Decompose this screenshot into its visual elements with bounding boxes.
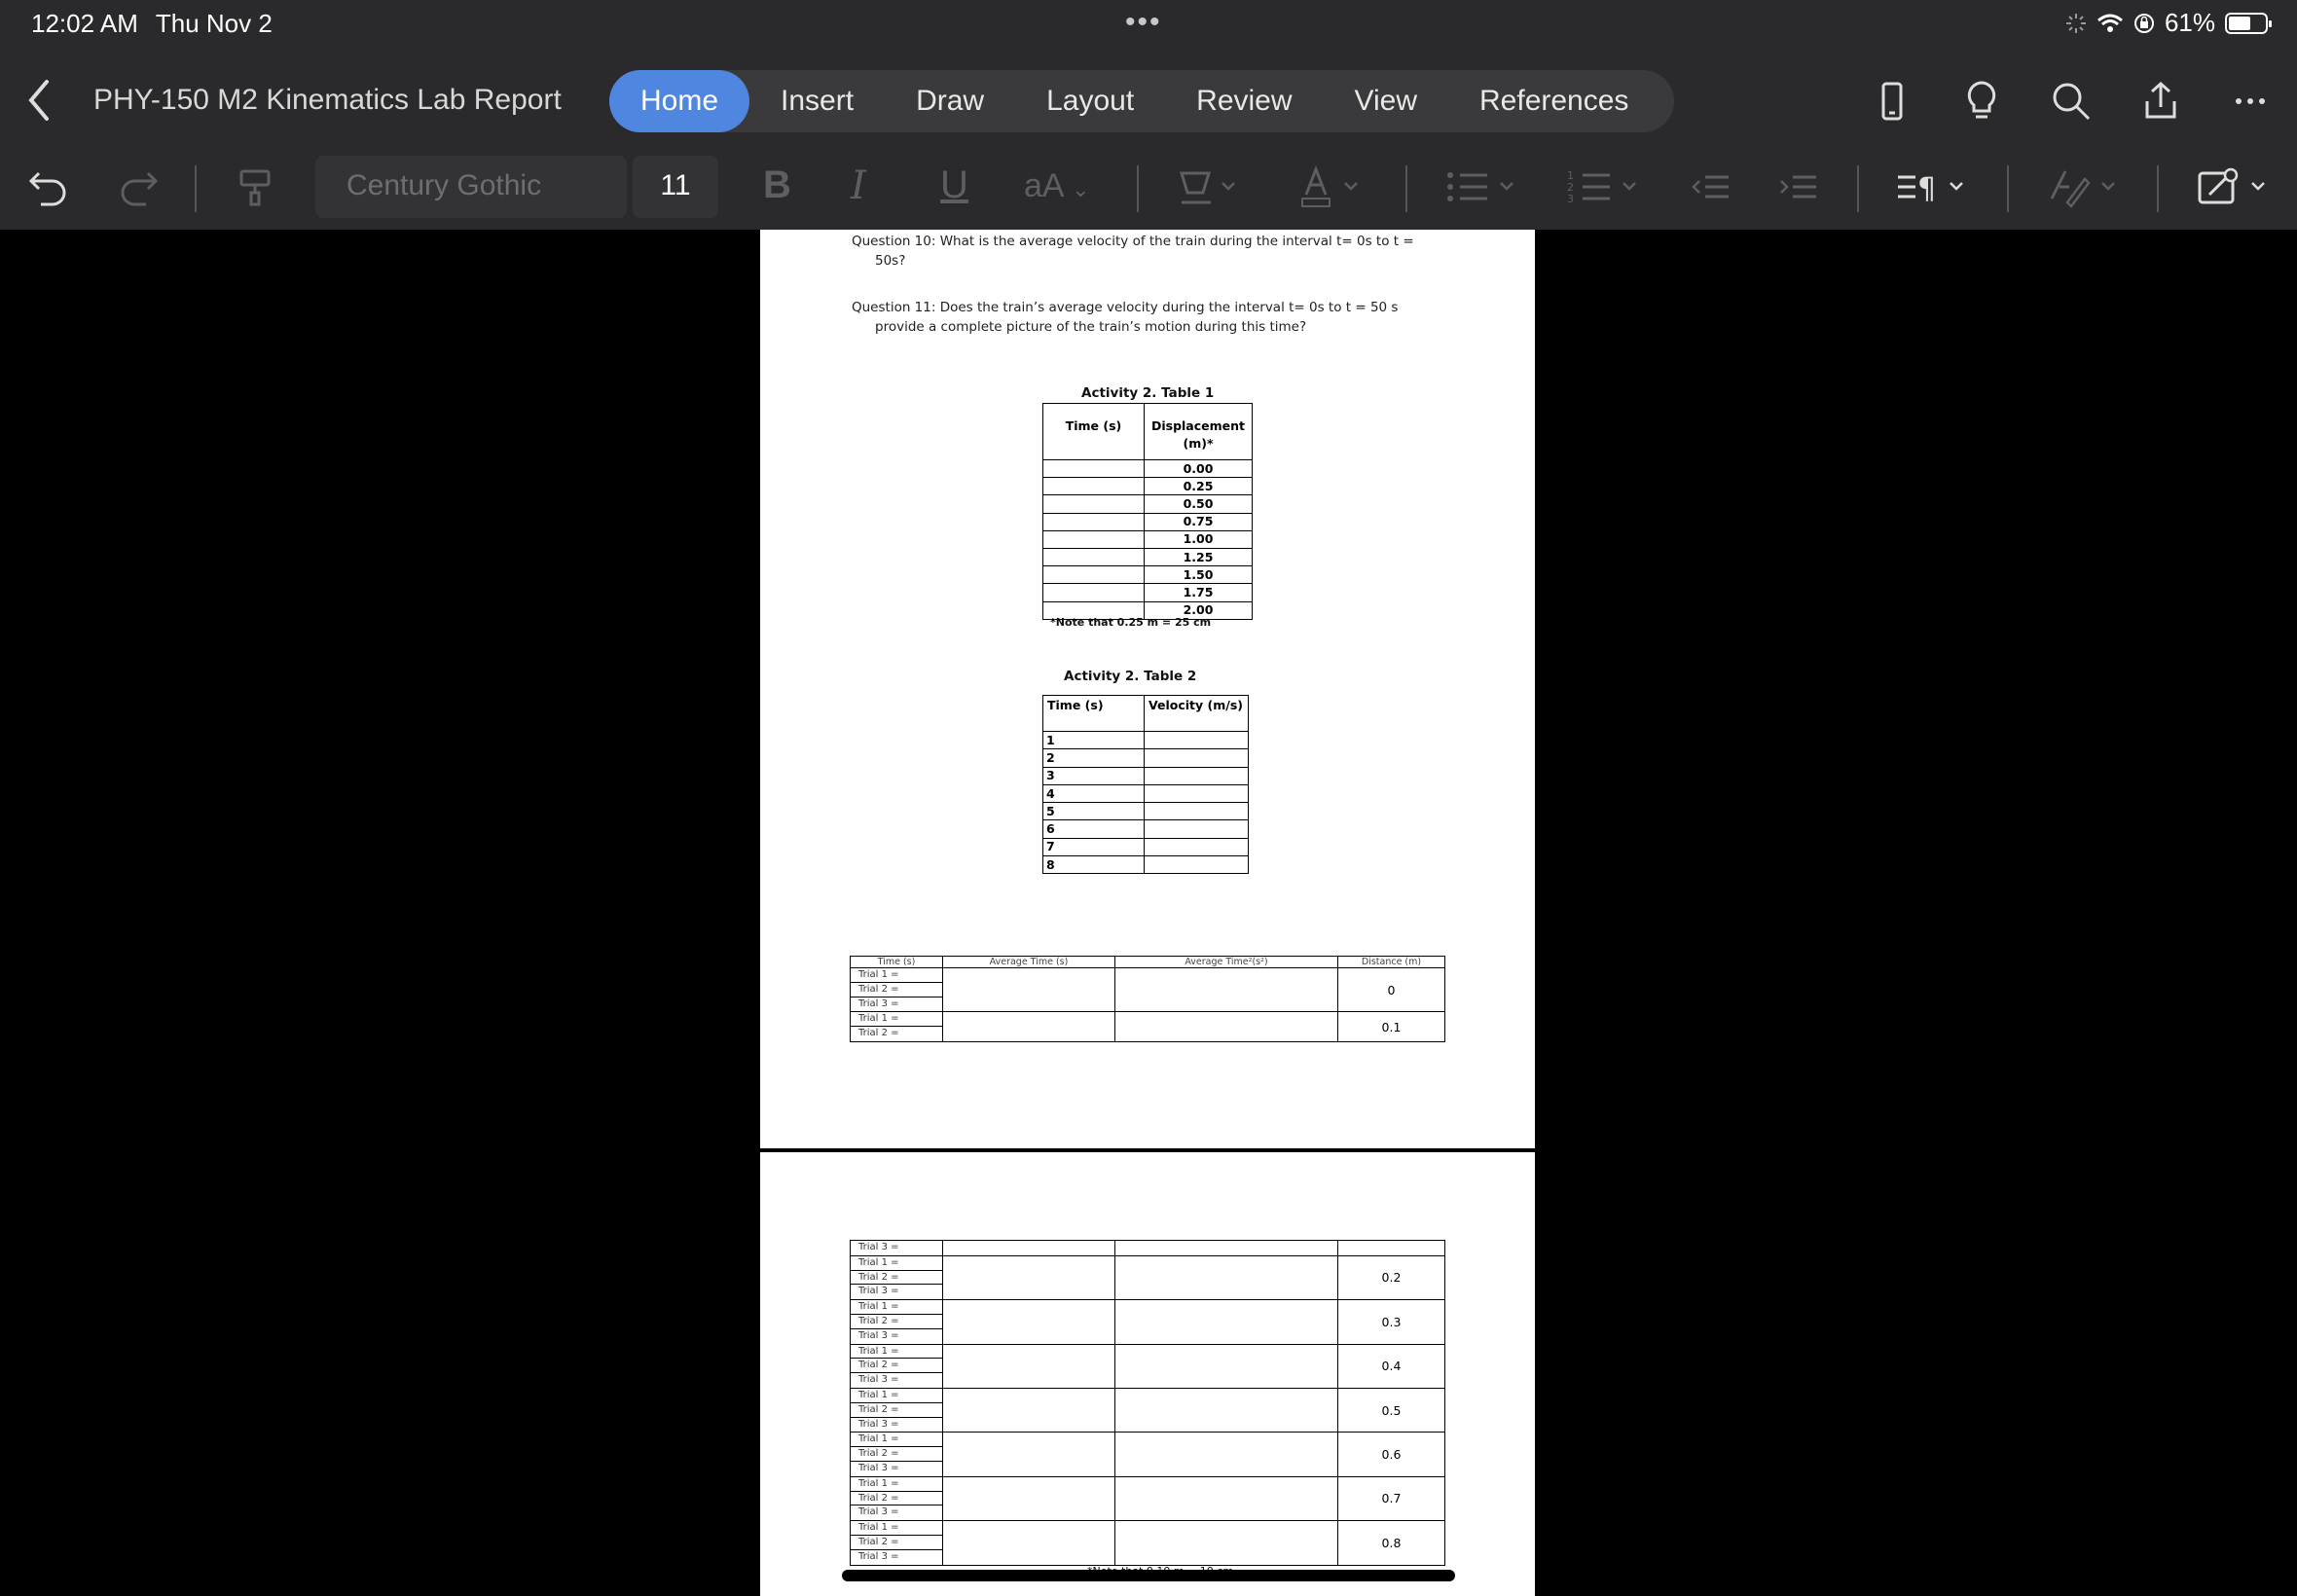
trial-label: Trial 2 = [858,1028,899,1039]
table-row [851,1255,1445,1299]
table-1-header-time: Time (s) [1043,404,1145,460]
table-row: 8 [1043,856,1249,874]
status-time: 12:02 AM Thu Nov 2 [31,9,273,38]
search-icon[interactable] [2048,78,2095,125]
svg-text:¶: ¶ [1917,172,1937,206]
trial-label: Trial 1 = [851,1256,942,1271]
title-bar [0,47,2297,156]
tab-view[interactable]: View [1354,85,1418,117]
table-row: 6 [1043,820,1249,838]
trials-header-distance: Distance (m) [1338,957,1445,968]
numbered-list-icon[interactable] [1567,163,1645,210]
distance-value: 0.1 [1338,1012,1445,1042]
table-row: 1.50 [1043,566,1253,584]
bold-icon[interactable]: B [763,163,791,206]
home-indicator[interactable] [842,1570,1455,1581]
table-2-header-time: Time (s) [1043,696,1145,732]
trial-label: Trial 2 = [851,1271,942,1286]
table-1-note: *Note that 0.25 m = 25 cm [1050,616,1212,629]
table-2-caption: Activity 2. Table 2 [1064,669,1197,684]
table-row [851,1012,1445,1042]
question-11 [852,298,1398,337]
trial-label: Trial 1 = [851,1300,942,1315]
trials-header-average-time-squared: Average Time²(s²) [1115,957,1338,968]
more-options-icon[interactable] [2227,78,2274,125]
distance-value: 0.8 [1338,1521,1445,1565]
question-10-line2: 50s? [875,253,906,269]
document-page-2[interactable] [760,1152,1535,1596]
font-size-picker[interactable]: 11 [633,156,718,218]
table-row: 2.00 [1043,601,1253,619]
table-2-header-velocity: Velocity (m/s) [1145,696,1249,732]
table-row: 0.50 [1043,495,1253,513]
mobile-view-icon[interactable] [1869,78,1915,125]
question-11-line1: Question 11: Does the train’s average velocity during the interval t= 0s to t = 50 s [852,300,1399,315]
tab-home[interactable]: Home [609,70,749,132]
loading-spinner-icon [2065,13,2087,34]
lightbulb-icon[interactable] [1958,78,2005,125]
table-row: 1 [1043,732,1249,749]
tab-layout[interactable]: Layout [1046,85,1135,117]
tab-insert[interactable]: Insert [781,85,855,117]
trial-label: Trial 3 = [858,1242,899,1252]
settings-brush-icon[interactable] [2196,163,2274,210]
trial-label: Trial 2 = [851,1492,942,1506]
toolbar-divider [1405,165,1407,212]
distance-value: 0.5 [1338,1388,1445,1432]
toolbar-divider [195,165,197,212]
editor-pen-icon[interactable] [2046,163,2124,210]
trial-label: Trial 1 = [851,1521,942,1536]
multitasking-dots-icon[interactable]: ••• [1125,6,1162,38]
table-row [851,1521,1445,1565]
table-row: 7 [1043,838,1249,855]
distance-value: 0.3 [1338,1300,1445,1344]
trial-label: Trial 3 = [858,1286,899,1297]
font-name-picker[interactable]: Century Gothic [315,156,627,218]
trial-label: Trial 3 = [858,998,899,1009]
activity-2-table-1 [1042,403,1253,620]
table-1-header-displacement: Displacement (m)* [1145,404,1253,460]
trial-label: Trial 3 = [858,1462,899,1473]
trials-table-page-1 [850,956,1445,1042]
trial-label: Trial 3 = [858,1374,899,1386]
table-row: 1.25 [1043,548,1253,565]
activity-2-table-2 [1042,695,1249,874]
increase-indent-icon[interactable] [1777,163,1820,210]
trial-label: Trial 2 = [851,983,942,998]
font-color-icon[interactable] [1296,163,1365,210]
table-row: 5 [1043,803,1249,820]
question-11-line2: provide a complete picture of the train’s motion during this time? [875,319,1307,335]
tab-references[interactable]: References [1479,85,1629,117]
document-page-1[interactable] [760,230,1535,1148]
table-row: 2 [1043,749,1249,767]
trial-label: Trial 2 = [851,1315,942,1329]
document-title[interactable]: PHY-150 M2 Kinematics Lab Report [93,84,562,116]
ribbon-tabs [609,70,1674,132]
trial-label: Trial 2 = [851,1359,942,1373]
tab-review[interactable]: Review [1196,85,1293,117]
italic-icon[interactable]: I [851,163,866,208]
distance-value: 0.2 [1338,1255,1445,1299]
back-chevron-icon[interactable] [21,76,56,125]
format-painter-icon[interactable] [236,163,274,210]
toolbar-divider [1857,165,1859,212]
table-row: 0.25 [1043,478,1253,495]
table-row [851,1344,1445,1388]
undo-icon[interactable] [27,163,70,210]
question-10-line1: Question 10: What is the average velocity of the train during the interval t= 0s to t = [852,234,1414,249]
trial-label: Trial 2 = [851,1536,942,1550]
bullet-list-icon[interactable] [1444,163,1522,210]
toolbar-divider [2157,165,2159,212]
wifi-icon [2096,13,2124,34]
question-10 [852,232,1414,271]
trials-header-time: Time (s) [851,957,943,968]
trial-label: Trial 3 = [858,1329,899,1341]
svg-text:1: 1 [1567,169,1574,182]
toolbar-divider [2007,165,2009,212]
distance-value: 0.7 [1338,1476,1445,1520]
share-icon[interactable] [2137,78,2184,125]
status-date: Thu Nov 2 [155,9,273,38]
status-bar [0,0,2297,47]
table-row [851,1241,1445,1256]
table-row [851,1476,1445,1520]
table-row [851,968,1445,1012]
table-row [851,1300,1445,1344]
highlight-icon[interactable] [1174,163,1242,210]
battery-icon [2225,13,2268,34]
table-row: 1.00 [1043,530,1253,548]
trials-table-page-2 [850,1240,1445,1566]
table-row [851,1433,1445,1476]
orientation-lock-icon [2133,13,2155,34]
trial-label: Trial 2 = [851,1403,942,1418]
table-row: 3 [1043,767,1249,784]
table-row: 0.00 [1043,460,1253,478]
trials-header-average-time: Average Time (s) [943,957,1115,968]
table-row: 4 [1043,784,1249,802]
svg-text:2: 2 [1567,181,1574,194]
trial-label: Trial 3 = [858,1418,899,1430]
battery-percent: 61% [2164,8,2215,37]
table-row: 1.75 [1043,584,1253,601]
trial-label: Trial 3 = [858,1506,899,1518]
trial-label: Trial 1 = [851,1012,942,1027]
tab-draw[interactable]: Draw [916,85,985,117]
distance-value: 0 [1338,968,1445,1012]
formatting-toolbar [0,156,2297,230]
trial-label: Trial 2 = [851,1447,942,1462]
trial-label: Trial 1 = [851,968,942,983]
table-row: 0.75 [1043,513,1253,530]
underline-icon[interactable]: U [940,163,968,206]
redo-icon[interactable] [117,163,160,210]
trial-label: Trial 1 = [851,1477,942,1492]
toolbar-divider [1137,165,1139,212]
text-size-icon[interactable]: aA ⌄ [1024,167,1090,204]
trial-label: Trial 1 = [851,1433,942,1447]
table-row [851,1388,1445,1432]
svg-text:3: 3 [1567,193,1574,205]
trial-label: Trial 1 = [851,1389,942,1403]
trial-label: Trial 3 = [858,1550,899,1562]
trial-label: Trial 1 = [851,1345,942,1360]
decrease-indent-icon[interactable] [1690,163,1732,210]
paragraph-styles-icon[interactable] [1894,163,1972,210]
distance-value: 0.6 [1338,1433,1445,1476]
table-1-caption: Activity 2. Table 1 [1081,385,1215,401]
distance-value: 0.4 [1338,1344,1445,1388]
